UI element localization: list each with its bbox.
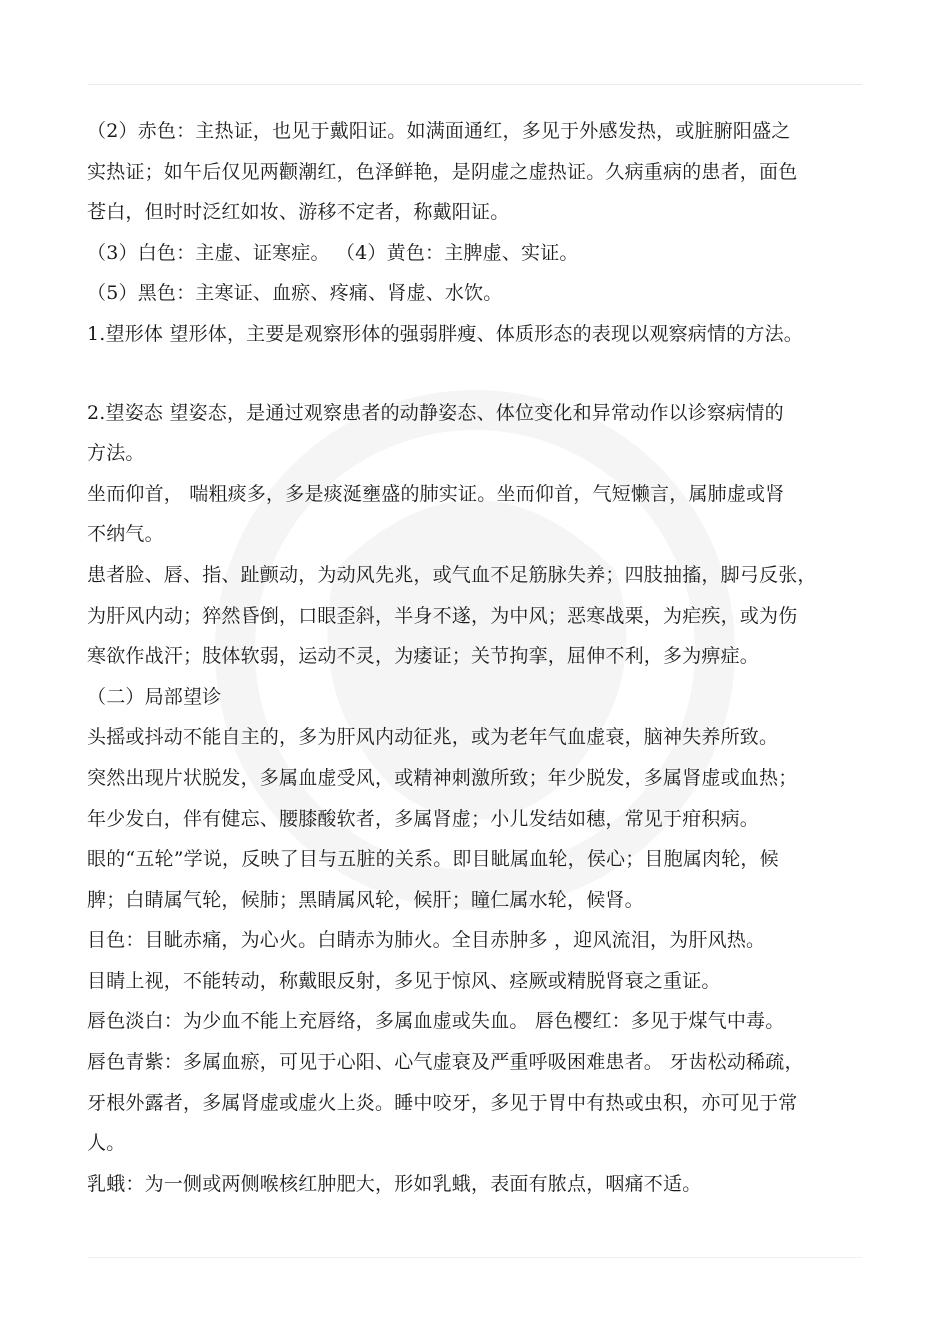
text-line: 方法。 [87, 442, 145, 465]
text-line: 寒欲作战汗；肢体软弱，运动不灵，为痿证；关节拘挛，屈伸不利，多为痹症。 [87, 645, 760, 668]
text-line: 头摇或抖动不能自主的，多为肝风内动征兆，或为老年气血虚衰，脑神失养所致。 [87, 726, 779, 749]
text-line: 唇色青紫：多属血瘀，可见于心阳、心气虚衰及严重呼吸困难患者。 牙齿松动稀疏， [87, 1051, 804, 1074]
text-line: 实热证；如午后仅见两颧潮红，色泽鲜艳，是阴虚之虚热证。久病重病的患者，面色 [87, 160, 798, 183]
text-line: 2.望姿态 望姿态，是通过观察患者的动静姿态、体位变化和异常动作以诊察病情的 [87, 401, 784, 424]
text-line: 目色：目眦赤痛，为心火。白睛赤为肺火。全目赤肿多 ，迎风流泪，为肝风热。 [87, 929, 766, 952]
header-rule [88, 84, 862, 85]
text-line: 目睛上视，不能转动，称戴眼反射，多见于惊风、痉厥或精脱肾衰之重证。 [87, 969, 721, 992]
text-line: 苍白，但时时泛红如妆、游移不定者，称戴阳证。 [87, 201, 510, 224]
text-line: 不纳气。 [87, 523, 164, 546]
text-line: 突然出现片状脱发，多属血虚受风，或精神刺激所致；年少脱发，多属肾虚或血热； [87, 766, 798, 789]
section-heading: （二）局部望诊 [87, 685, 222, 708]
paragraph-gap [87, 355, 887, 393]
footer-rule [88, 1257, 862, 1258]
text-line: （3）白色：主虚、证寒症。 （4）黄色：主脾虚、实证。 [87, 241, 579, 264]
text-line: 1.望形体 望形体，主要是观察形体的强弱胖瘦、体质形态的表现以观察病情的方法。 [87, 322, 803, 345]
document-body [87, 111, 887, 1204]
text-line: 年少发白，伴有健忘、腰膝酸软者，多属肾虚；小儿发结如穗，常见于疳积病。 [87, 807, 760, 830]
text-line: 人。 [87, 1132, 126, 1155]
text-line: 坐而仰首， 喘粗痰多，多是痰涎壅盛的肺实证。坐而仰首，气短懒言，属肺虚或肾 [87, 482, 785, 505]
text-line: 为肝风内动；猝然昏倒，口眼歪斜，半身不遂，为中风；恶寒战栗，为疟疾，或为伤 [87, 604, 798, 627]
text-line: 牙根外露者，多属肾虚或虚火上炎。睡中咬牙，多见于胃中有热或虫积，亦可见于常 [87, 1091, 798, 1114]
text-line: 患者脸、唇、指、趾颤动，为动风先兆，或气血不足筋脉失养；四肢抽搐，脚弓反张， [87, 563, 817, 586]
text-line: 眼的“五轮”学说，反映了目与五脏的关系。即目眦属血轮，侯心；目胞属肉轮，候 [87, 848, 779, 871]
text-line: （5）黑色：主寒证、血瘀、疼痛、肾虚、水饮。 [87, 282, 503, 305]
text-line: （2）赤色：主热证，也见于戴阳证。如满面通红，多见于外感发热，或脏腑阳盛之 [87, 120, 791, 142]
text-line: 乳蛾：为一侧或两侧喉核红肿肥大，形如乳蛾，表面有脓点，咽痛不适。 [87, 1172, 702, 1195]
text-line: 唇色淡白：为少血不能上充唇络，多属血虚或失血。 唇色樱红：多见于煤气中毒。 [87, 1010, 785, 1033]
text-line: 脾；白睛属气轮，候肺；黑睛属风轮，候肝；瞳仁属水轮，候肾。 [87, 888, 644, 911]
